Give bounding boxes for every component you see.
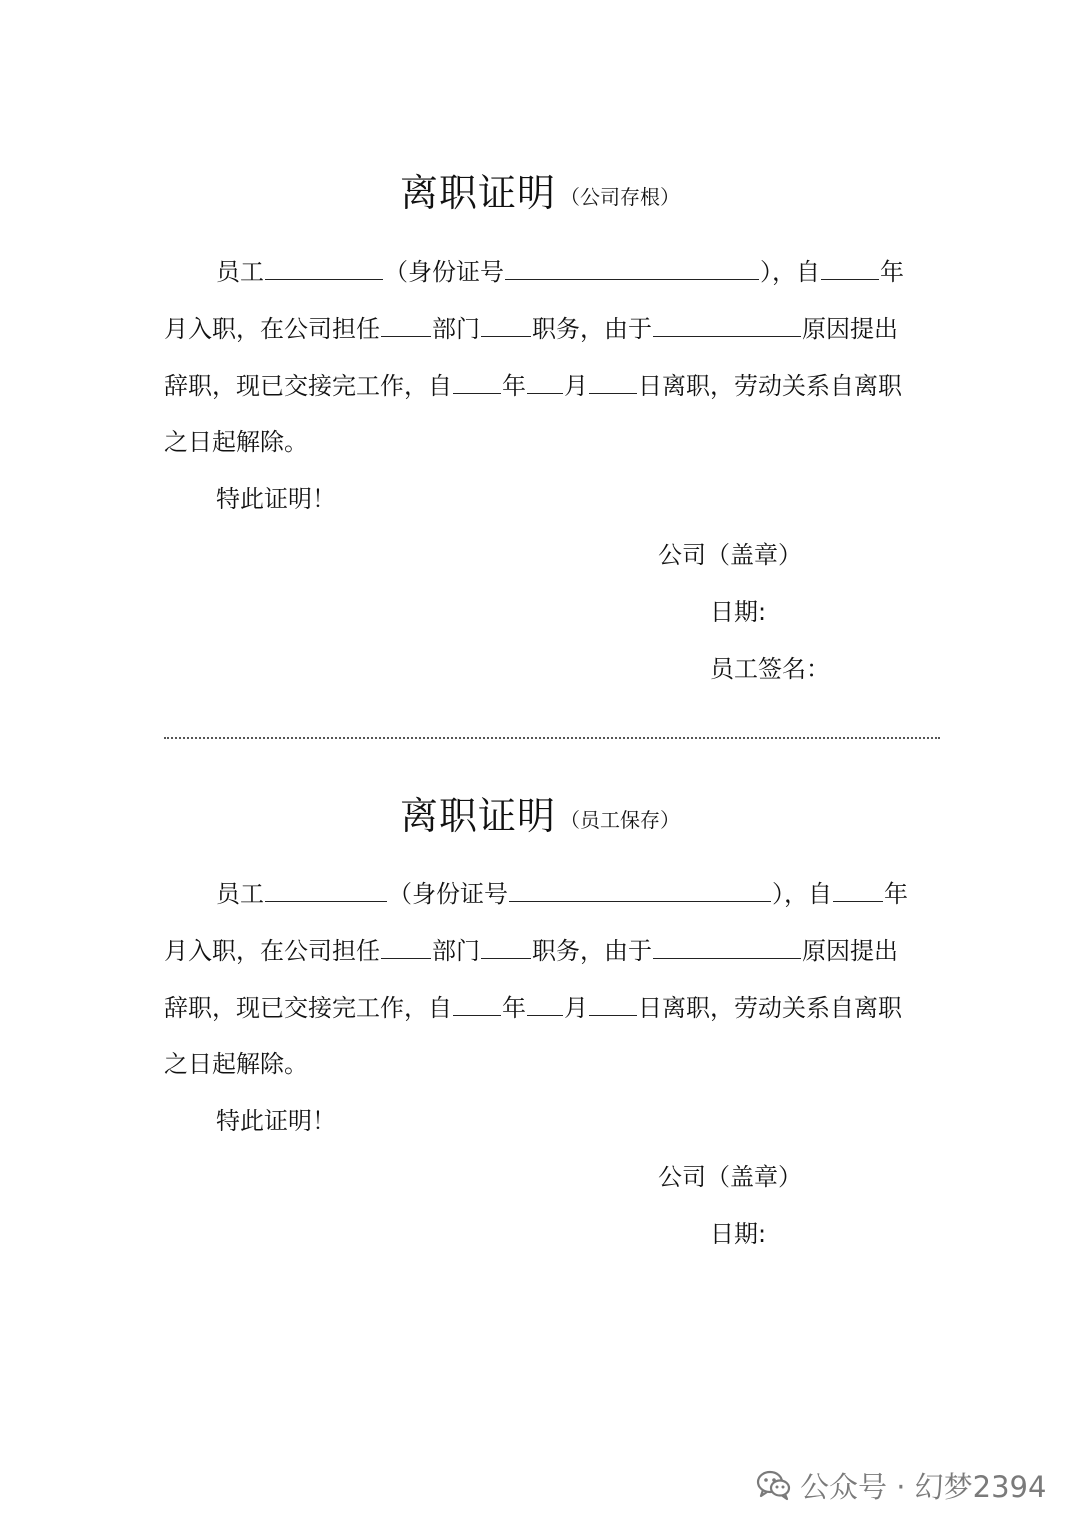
form1-line3 xyxy=(164,366,940,406)
form1-certify: 特此证明！ xyxy=(216,485,336,513)
form2-date-label: 日期: xyxy=(710,1220,767,1248)
form1-line2-position-label: 月入职，在公司担任 xyxy=(164,315,380,343)
form2-blank-position[interactable] xyxy=(481,934,531,959)
form2-line2-reason: 原因提出 xyxy=(802,937,898,965)
form2-blank-leave-year[interactable] xyxy=(453,991,501,1016)
form1-line3-month: 月 xyxy=(564,372,588,400)
form1-line3-year: 年 xyxy=(502,372,526,400)
form2-blank-employee-name[interactable] xyxy=(265,877,387,902)
watermark-text: 公众号 · 幻梦2394 xyxy=(800,1469,1047,1504)
form2-line3-month: 月 xyxy=(564,994,588,1022)
form1-line1-from: ），自 xyxy=(760,258,820,286)
form1-blank-department[interactable] xyxy=(381,312,431,337)
form2-blank-reason[interactable] xyxy=(653,934,801,959)
form2-blank-leave-day[interactable] xyxy=(589,991,637,1016)
form2-line2-department: 部门 xyxy=(432,937,480,965)
wechat-icon xyxy=(756,1469,792,1501)
form1-line1-employee: 员工 xyxy=(216,258,264,286)
form2-line1-employee: 员工 xyxy=(216,880,264,908)
form2-line3-year: 年 xyxy=(502,994,526,1022)
form1-line4: 之日起解除。 xyxy=(164,428,308,456)
form1-date-label: 日期: xyxy=(710,598,767,626)
form1-line2 xyxy=(164,309,940,349)
form2-blank-department[interactable] xyxy=(381,934,431,959)
form1-blank-leave-month[interactable] xyxy=(527,369,563,394)
form1-blank-position[interactable] xyxy=(481,312,531,337)
form1-line2-department: 部门 xyxy=(432,315,480,343)
form1-blank-leave-year[interactable] xyxy=(453,369,501,394)
form2-title: 离职证明 xyxy=(399,794,556,838)
form1-title-row xyxy=(0,162,1080,217)
form2-line1-year: 年 xyxy=(884,880,908,908)
form2-line4: 之日起解除。 xyxy=(164,1050,308,1078)
form1-line2-due-to: 职务，由于 xyxy=(532,315,652,343)
form1-blank-id-number[interactable] xyxy=(505,255,759,280)
dotted-cut-line xyxy=(164,737,940,739)
form2-line2-due-to: 职务，由于 xyxy=(532,937,652,965)
form1-blank-reason[interactable] xyxy=(653,312,801,337)
form2-line1-id-label: （身份证号 xyxy=(388,880,508,908)
form1-line3-day: 日离职，劳动关系自离职 xyxy=(638,372,902,400)
form2-blank-join-year[interactable] xyxy=(833,877,883,902)
form1-subtitle: （公司存根） xyxy=(560,185,680,209)
form2-title-row xyxy=(0,785,1080,840)
form2-subtitle: （员工保存） xyxy=(560,808,680,832)
watermark xyxy=(756,1460,1046,1510)
form2-blank-leave-month[interactable] xyxy=(527,991,563,1016)
form2-line2-position-label: 月入职，在公司担任 xyxy=(164,937,380,965)
form2-company-seal: 公司（盖章） xyxy=(658,1163,802,1191)
form1-line3-leave-from: 辞职，现已交接完工作，自 xyxy=(164,372,452,400)
form2-line3 xyxy=(164,988,940,1028)
form1-line2-reason: 原因提出 xyxy=(802,315,898,343)
form1-blank-employee-name[interactable] xyxy=(265,255,383,280)
form1-blank-leave-day[interactable] xyxy=(589,369,637,394)
form2-certify: 特此证明！ xyxy=(216,1107,336,1135)
form2-blank-id-number[interactable] xyxy=(509,877,771,902)
form1-company-seal: 公司（盖章） xyxy=(658,541,802,569)
form1-blank-join-year[interactable] xyxy=(821,255,879,280)
form2-line3-day: 日离职，劳动关系自离职 xyxy=(638,994,902,1022)
form2-line1 xyxy=(164,874,940,914)
form2-line3-leave-from: 辞职，现已交接完工作，自 xyxy=(164,994,452,1022)
form2-line1-from: ），自 xyxy=(772,880,832,908)
form1-line1-id-label: （身份证号 xyxy=(384,258,504,286)
form1-line1 xyxy=(164,252,940,292)
form1-line1-year: 年 xyxy=(880,258,904,286)
form2-line2 xyxy=(164,931,940,971)
form1-signature-label: 员工签名： xyxy=(710,655,830,683)
form1-title: 离职证明 xyxy=(399,171,556,215)
